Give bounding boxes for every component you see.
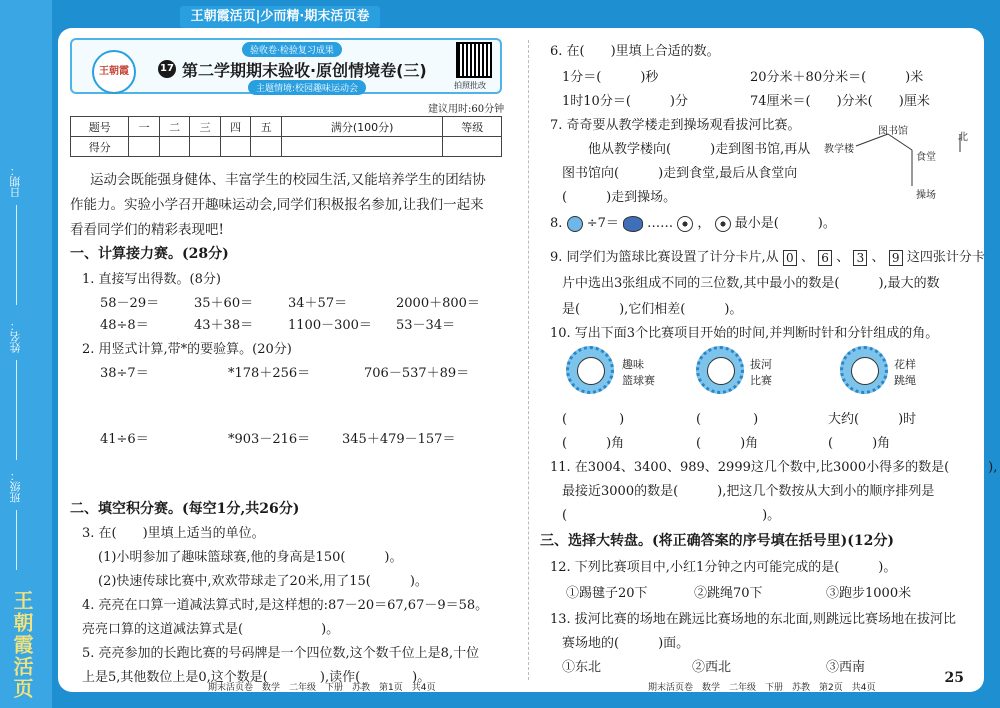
score-input[interactable] bbox=[159, 137, 189, 157]
q9-sep: 、 bbox=[800, 250, 814, 265]
page-title: 第二学期期末验收·原创情境卷(三) bbox=[182, 61, 427, 80]
digit-card: 0 bbox=[783, 250, 797, 266]
q2-text: 2. 用竖式计算,带*的要验算。(20分) bbox=[82, 342, 292, 357]
calc: 35＋60＝ bbox=[194, 296, 254, 311]
clock-label: 比赛 bbox=[750, 374, 772, 387]
calc: 2000＋800＝ bbox=[396, 296, 480, 311]
q3-text: 3. 在( )里填上适当的单位。 bbox=[82, 526, 265, 541]
q10-time: 大约( )时 bbox=[828, 412, 917, 427]
map-canteen: 食堂 bbox=[916, 152, 936, 163]
clock-label: 跳绳 bbox=[894, 374, 916, 387]
q8-label: 8. bbox=[550, 216, 563, 231]
header-box bbox=[70, 38, 502, 94]
map-field: 操场 bbox=[916, 190, 936, 201]
clock-label: 拔河 bbox=[750, 358, 772, 371]
score-input[interactable] bbox=[190, 137, 220, 157]
clock-icon bbox=[566, 346, 614, 394]
logo: 王朝霞 bbox=[92, 50, 136, 94]
option[interactable]: ③西南 bbox=[826, 660, 866, 675]
score-header-row bbox=[71, 117, 502, 137]
calc: 48÷8＝ bbox=[100, 318, 149, 333]
q9d-text: 是( ),它们相差( )。 bbox=[562, 302, 743, 317]
q9b-text: 这四张计分卡 bbox=[906, 250, 985, 265]
calc: 58－29＝ bbox=[100, 296, 160, 311]
footer-left: 期末活页卷 数学 二年级 下册 苏教 第1页 共4页 bbox=[208, 683, 436, 693]
q6-r2b: 74厘米＝( )分米( )厘米 bbox=[750, 94, 930, 109]
clock-icon bbox=[696, 346, 744, 394]
calc: 43＋38＝ bbox=[194, 318, 254, 333]
section-2-title: 二、填空积分赛。(每空1分,共26分) bbox=[70, 501, 300, 517]
calc: *178＋256＝ bbox=[228, 366, 311, 381]
clock-label: 花样 bbox=[894, 358, 916, 371]
clock-icon bbox=[840, 346, 888, 394]
q9-sep: 、 bbox=[871, 250, 885, 265]
class-line bbox=[16, 510, 17, 570]
score-cell: 一 bbox=[129, 117, 159, 137]
q10-angle: ( )角 bbox=[696, 436, 759, 451]
q13b-text: 赛场地的( )面。 bbox=[562, 636, 690, 651]
qr-label: 拍照批改 bbox=[454, 81, 486, 90]
soccer-ball-icon bbox=[677, 216, 693, 232]
score-input[interactable] bbox=[443, 137, 502, 157]
q10-time: ( ) bbox=[696, 412, 759, 427]
q9-sep: 、 bbox=[836, 250, 850, 265]
q5b-text: 上是5,其他数位上是0,这个数是( ),读作( )。 bbox=[82, 670, 431, 685]
q8-ellipsis: …… bbox=[647, 216, 674, 231]
calc: 34＋57＝ bbox=[288, 296, 348, 311]
q9c-text: 片中选出3张组成不同的三位数,其中最小的数是( ),最大的数 bbox=[562, 276, 940, 291]
q10-text: 10. 写出下面3个比赛项目开始的时间,并判断时针和分针组成的角。 bbox=[550, 326, 939, 341]
option[interactable]: ②跳绳70下 bbox=[694, 586, 763, 601]
intro-line-1: 运动会既能强身健体、丰富学生的校园生活,又能培养学生的团结协 bbox=[90, 172, 486, 188]
q7b-text: 图书馆向( )走到食堂,最后从食堂向 bbox=[562, 166, 798, 181]
q9-row bbox=[550, 246, 985, 266]
calc: 1100－300＝ bbox=[288, 318, 372, 333]
q3b-text: (2)快速传球比赛中,欢欢带球走了20米,用了15( )。 bbox=[98, 574, 428, 589]
q7a-text: 他从教学楼向( )走到图书馆,再从 bbox=[588, 142, 811, 157]
q13a-text: 13. 拔河比赛的场地在跳远比赛场地的东北面,则跳远比赛场地在拔河比 bbox=[550, 612, 956, 627]
column-divider bbox=[528, 40, 529, 680]
calc: *903－216＝ bbox=[228, 432, 311, 447]
q12-text: 12. 下列比赛项目中,小红1分钟之内可能完成的是( )。 bbox=[550, 560, 897, 575]
q7-text: 7. 奇奇要从教学楼走到操场观看拔河比赛。 bbox=[550, 118, 801, 133]
q8-tail: 最小是( )。 bbox=[734, 216, 836, 231]
score-input[interactable] bbox=[129, 137, 159, 157]
score-cell: 等级 bbox=[443, 117, 502, 137]
calc: 345＋479－157＝ bbox=[342, 432, 456, 447]
score-cell: 五 bbox=[251, 117, 281, 137]
q8-div: ÷7＝ bbox=[586, 216, 619, 231]
q5a-text: 5. 亮亮参加的长跑比赛的号码牌是一个四位数,这个数千位上是8,十位 bbox=[82, 646, 480, 661]
page-number: 25 bbox=[944, 670, 964, 686]
pill-acceptance: 验收卷·检验复习成果 bbox=[242, 42, 342, 57]
option[interactable]: ①踢毽子20下 bbox=[566, 586, 648, 601]
q8-comma: ， bbox=[697, 216, 711, 231]
q9a-text: 9. 同学们为篮球比赛设置了计分卡片,从 bbox=[550, 250, 779, 265]
calc: 706－537＋89＝ bbox=[364, 366, 470, 381]
top-band: 王朝霞活页|少而精·期末活页卷 bbox=[180, 6, 380, 28]
basketball-icon bbox=[567, 216, 583, 232]
name-label: 姓名： bbox=[9, 320, 22, 353]
score-input[interactable] bbox=[281, 137, 443, 157]
q11a-text: 11. 在3004、3400、989、2999这几个数中,比3000小得多的数是( ), bbox=[550, 460, 998, 475]
score-cell: 四 bbox=[220, 117, 250, 137]
score-input[interactable] bbox=[220, 137, 250, 157]
section-1-title: 一、计算接力赛。(28分) bbox=[70, 246, 229, 262]
option[interactable]: ②西北 bbox=[692, 660, 732, 675]
q11b-text: 最接近3000的数是( ),把这几个数按从大到小的顺序排列是 bbox=[562, 484, 935, 499]
intro-line-2: 作能力。实验小学召开趣味运动会,同学们积极报名参加,让我们一起来 bbox=[70, 197, 484, 213]
digit-card: 9 bbox=[889, 250, 903, 266]
q6-r1b: 20分米＋80分米＝( )米 bbox=[750, 70, 924, 85]
intro-line-3: 看看同学们的精彩表现吧! bbox=[70, 222, 224, 238]
score-table bbox=[70, 116, 502, 157]
q4a-text: 4. 亮亮在口算一道减法算式时,是这样想的:87－20＝67,67－9＝58。 bbox=[82, 598, 489, 613]
q6-r1a: 1分＝( )秒 bbox=[562, 70, 659, 85]
clock-label: 篮球赛 bbox=[622, 374, 655, 387]
map-north: 北 bbox=[958, 132, 968, 143]
calc: 53－34＝ bbox=[396, 318, 456, 333]
score-cell: 满分(100分) bbox=[281, 117, 443, 137]
pill-theme: 主题情境:校园趣味运动会 bbox=[248, 80, 366, 95]
score-value-row bbox=[71, 137, 502, 157]
q10-angle: ( )角 bbox=[828, 436, 891, 451]
section-3-title: 三、选择大转盘。(将正确答案的序号填在括号里)(12分) bbox=[540, 533, 894, 549]
clock-label: 趣味 bbox=[622, 358, 644, 371]
map-building: 教学楼 bbox=[824, 144, 854, 155]
q6-r2a: 1时10分＝( )分 bbox=[562, 94, 688, 109]
footer-right: 期末活页卷 数学 二年级 下册 苏教 第2页 共4页 bbox=[648, 683, 876, 693]
soccer-ball-icon bbox=[715, 216, 731, 232]
score-cell: 得分 bbox=[71, 137, 129, 157]
date-line bbox=[16, 205, 17, 305]
name-line bbox=[16, 360, 17, 460]
q3a-text: (1)小明参加了趣味篮球赛,他的身高是150( )。 bbox=[98, 550, 403, 565]
option[interactable]: ③跑步1000米 bbox=[826, 586, 912, 601]
class-label: 班级： bbox=[9, 470, 22, 503]
q1-text: 1. 直接写出得数。(8分) bbox=[82, 272, 221, 287]
rugby-ball-icon bbox=[623, 216, 643, 232]
digit-card: 3 bbox=[853, 250, 867, 266]
brand-vertical: 王朝霞活页 bbox=[10, 590, 34, 700]
q4b-text: 亮亮口算的这道减法算式是( )。 bbox=[82, 622, 340, 637]
q10-time: ( ) bbox=[562, 412, 625, 427]
qr-code[interactable] bbox=[456, 42, 492, 78]
paper bbox=[58, 28, 998, 693]
calc: 38÷7＝ bbox=[100, 366, 149, 381]
score-input[interactable] bbox=[251, 137, 281, 157]
q6-text: 6. 在( )里填上合适的数。 bbox=[550, 44, 720, 59]
score-cell: 题号 bbox=[71, 117, 129, 137]
date-label: 日期： bbox=[9, 165, 22, 198]
map-library: 图书馆 bbox=[878, 126, 908, 137]
calc: 41÷6＝ bbox=[100, 432, 149, 447]
score-cell: 三 bbox=[190, 117, 220, 137]
q8-row bbox=[550, 212, 836, 232]
score-cell: 二 bbox=[159, 117, 189, 137]
q11c-text: ( )。 bbox=[562, 508, 781, 523]
digit-card: 6 bbox=[818, 250, 832, 266]
number-badge: 17 bbox=[158, 60, 176, 78]
q10-angle: ( )角 bbox=[562, 436, 625, 451]
option[interactable]: ①东北 bbox=[562, 660, 602, 675]
q7c-text: ( )走到操场。 bbox=[562, 190, 677, 205]
time-hint: 建议用时:60分钟 bbox=[428, 104, 505, 115]
